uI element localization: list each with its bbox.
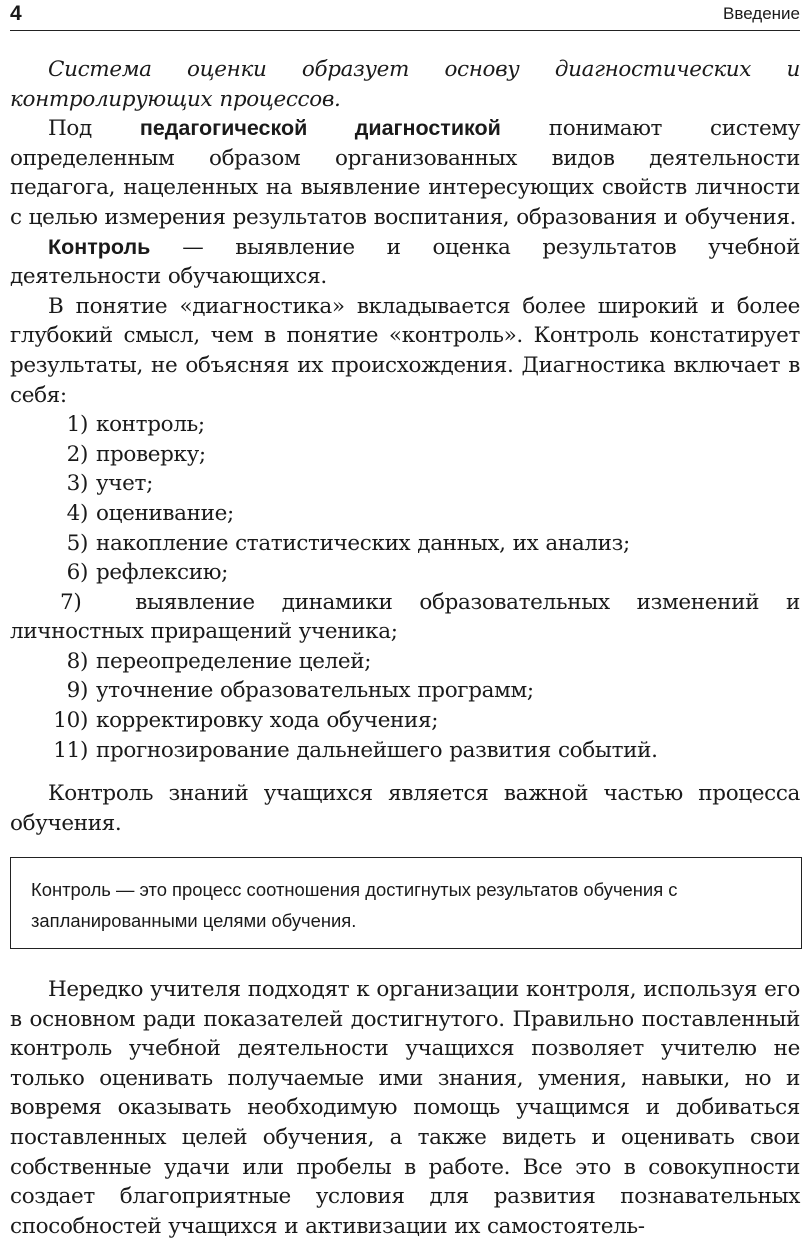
paragraph-control: [10, 233, 800, 292]
definition-box: Контроль — это процесс соотношения достигнутых результатов обучения с запланированными целями обучения.: [10, 857, 802, 949]
list-item: 1) контроль;: [66, 412, 205, 438]
running-head: Введение: [723, 4, 800, 23]
list-item: 7) выявление динамики образовательных изменений и личностных приращений ученика;: [10, 589, 800, 645]
list-item: 3) учет;: [66, 471, 153, 497]
list-item: 10) корректировку хода обучения;: [53, 708, 439, 734]
intro-italic: Система оценки образует основу диагностических и контролирующих процессов.: [10, 57, 800, 112]
paragraph-diagnostics-vs-control: В понятие «диагностика» вкладывается более широкий и более глубокий смысл, чем в понятие «контроль». Контроль констатирует результаты, не объясняя их происхождения. Диагностика включает в себя:: [10, 293, 800, 408]
para2-text: — выявление и оценка результатов учебной деятельности обучающихся.: [10, 234, 800, 290]
para1-text: понимают систему определенным образом организованных видов деятельности педагога, нацеленных на выявление интересующих свойств личности с целью измерения результатов воспитания, образования и обучения.: [10, 116, 800, 230]
page-number: 4: [10, 2, 22, 25]
list-item: 5) накопление статистических данных, их анализ;: [66, 530, 630, 556]
diagnostics-list: [10, 410, 800, 765]
paragraph-teachers: Нередко учителя подходят к организации контроля, используя его в основном ради показателей достигнутого. Правильно поставленный контроль учебной деятельности учащихся позволяет учителю не только оценивать получаемые ими знания, умения, навыки, но и вовремя оказывать необходимую помощь учащимся и добиваться поставленных целей обучения, а также видеть и оценивать свои собственные удачи или пробелы в работе. Все это в совокупности создает благоприятные условия для развития познавательных способностей учащихся и активизации их самостоятель-: [10, 977, 800, 1239]
para1-prefix: Под: [48, 116, 140, 142]
list-item: 2) проверку;: [66, 441, 206, 467]
main-text-continued: [10, 975, 800, 1241]
list-item: 4) оценивание;: [66, 500, 234, 526]
list-item: 9) уточнение образовательных программ;: [66, 678, 534, 704]
paragraph-diagnostics: [10, 114, 800, 232]
paragraph-knowledge-control: Контроль знаний учащихся является важной частью процесса обучения.: [10, 781, 800, 836]
term-pedagogical-diagnostics: педагогической диагностикой: [139, 116, 501, 141]
list-item: 8) переопределение целей;: [66, 648, 372, 674]
list-item: 6) рефлексию;: [66, 560, 228, 586]
term-control: Контроль: [48, 234, 151, 259]
main-text: [10, 55, 800, 838]
list-item: 11) прогнозирование дальнейшего развития событий.: [53, 737, 658, 763]
page-header: [10, 0, 800, 31]
